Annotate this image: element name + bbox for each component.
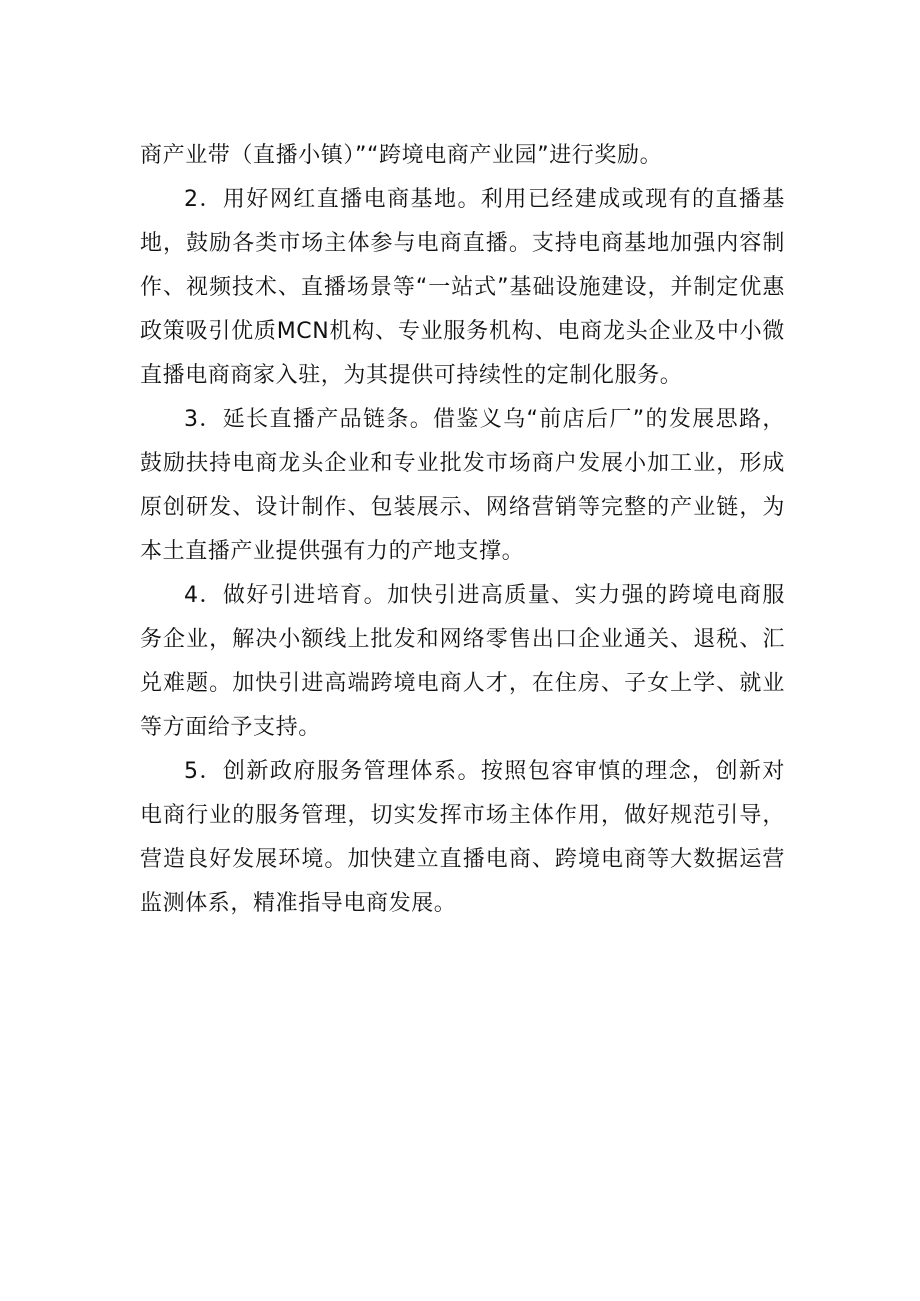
- paragraph-continuation: 商产业带（直播小镇）”“跨境电商产业园”进行奖励。: [140, 143, 663, 168]
- paragraph-item-3: 3．延长直播产品链条。借鉴义乌“前店后厂”的发展思路，鼓励扶持电商龙头企业和专业批发市场商户发展小加工业，形成原创研发、设计制作、包装展示、网络营销等完整的产业链，为本土直播产业提供强有力的产地支撑。: [140, 407, 785, 564]
- paragraph-item-2: 2．用好网红直播电商基地。利用已经建成或现有的直播基地，鼓励各类市场主体参与电商直播。支持电商基地加强内容制作、视频技术、直播场景等“一站式”基础设施建设，并制定优惠政策吸引优质MCN机构、专业服务机构、电商龙头企业及中小微直播电商商家入驻，为其提供可持续性的定制化服务。: [140, 187, 785, 388]
- document-body: [140, 134, 785, 926]
- paragraph-item-5: 5．创新政府服务管理体系。按照包容审慎的理念，创新对电商行业的服务管理，切实发挥市场主体作用，做好规范引导，营造良好发展环境。加快建立直播电商、跨境电商等大数据运营监测体系，精准指导电商发展。: [140, 759, 785, 916]
- paragraph-item-4: 4．做好引进培育。加快引进高质量、实力强的跨境电商服务企业，解决小额线上批发和网络零售出口企业通关、退税、汇兑难题。加快引进高端跨境电商人才，在住房、子女上学、就业等方面给予支持。: [140, 583, 785, 740]
